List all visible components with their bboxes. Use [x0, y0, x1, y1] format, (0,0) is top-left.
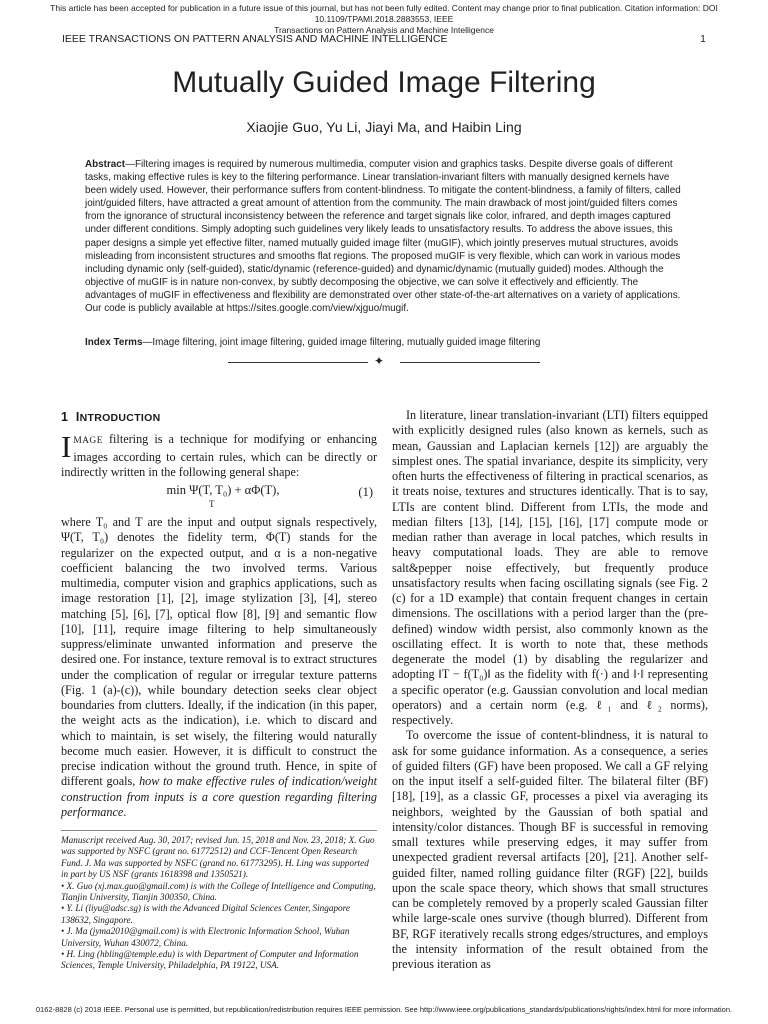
left-column	[61, 408, 377, 972]
intro-p2-italic: how to make effective rules of indication/weight construction from inputs is a core question regarding filtering performance	[61, 774, 377, 819]
copyright-notice: 0162-8828 (c) 2018 IEEE. Personal use is permitted, but republication/redistribution requires IEEE permission. See http://www.ieee.org/publications_standards/publications/rights/index.html for more information.	[35, 1005, 733, 1014]
divider-line-right	[400, 362, 540, 363]
intro-p2-text: where T₀ and T are the input and output signals respectively, Ψ(T, T₀) denotes the fidelity term, Φ(T) stands for the regularizer on the expected output, and α is a non-negative coefficient balancing the two involved terms. Various multimedia, computer vision and graphics applications, such as image restoration [1], [2], image stylization [3], [4], stereo matching [5], [6], [7], optical flow [8], [9] and semantic flow [10], [11], require image filtering to help simultaneously suppress/eliminate unwanted information and preserve the desired one. For instance, texture removal is to extract structures under the complication of regular or irregular texture patterns (Fig. 1 (a)-(c)), while boundary detection seeks clear object boundaries from clutters. Ideally, if the indication (in this paper, the weight acts as the indication), i.e. which to discard and which to maintain, is set wisely, the filtering would naturally become much easier. However, it is difficult to construct the precise indication without the ground truth. Hence, in spite of different goals,	[61, 515, 377, 789]
page-number: 1	[700, 33, 706, 45]
footnote-author-guo: • X. Guo (xj.max.guo@gmail.com) is with the College of Intelligence and Computing, Tianjin University, Tianjin 300350, China.	[61, 880, 376, 903]
equation-subscript: T	[209, 499, 215, 509]
index-terms-label: Index Terms	[85, 337, 143, 348]
footnote-author-ling: • H. Ling (hbling@temple.edu) is with Department of Computer and Information Sciences, Temple University, Philadelphia, PA 19122, USA.	[61, 949, 359, 971]
running-head	[62, 33, 706, 45]
intro-paragraph-2	[61, 515, 377, 820]
section-title-rest: NTRODUCTION	[79, 412, 161, 424]
preprint-notice	[0, 3, 768, 36]
abstract	[85, 158, 683, 315]
preprint-notice-line1: This article has been accepted for publication in a future issue of this journal, but has not been fully edited. Content may change prior to final publication. Citation information: DOI 10.1109/TPAMI.2018.2883553, IEEE	[50, 3, 718, 24]
divider-star-icon: ✦	[374, 354, 385, 368]
right-paragraph-2: To overcome the issue of content-blindness, it is natural to ask for some guidance information. As a consequence, a series of guided filters (GF) have been proposed. We call a GF relying on the input itself a self-guided filter. The bilateral filter (BF) [18], [19], as a classic GF, processes a pixel via averaging its neighbors, weighted by the Gaussian of both spatial and intensity/color distances. Though BF is successful in removing small textures while preserving edges, it may suffer from unexpected gradient reversal artifacts [20], [21]. Another self-guided filter, named rolling guidance filter (RGF) [22], builds upon the scale space theory, which shows that small structures can be completely removed by a properly scaled Gaussian filter while large-scale ones survive (though blurred). Different from BF, RGF iteratively recalls strong edges/structures, and employs the intensity information of the result obtained from the previous iteration as	[392, 728, 708, 971]
footnote-author-li: • Y. Li (liyu@adsc.sg) is with the Advanced Digital Sciences Center, Singapore 138632, Singapore.	[61, 903, 350, 925]
section-heading	[61, 410, 377, 426]
divider-line-left	[228, 362, 368, 363]
footnotes	[61, 830, 377, 972]
footnote-manuscript: Manuscript received Aug. 30, 2017; revised Jun. 15, 2018 and Nov. 23, 2018; X. Guo was supported by NSFC (grant no. 61772512) and CCF-Tencent Open Research Fund. J. Ma was supported by NSFC (grand no. 61773295). H. Ling was supported in part by US NSF (grants 1618398 and 1350521).	[61, 835, 375, 880]
paper-authors: Xiaojie Guo, Yu Li, Jiayi Ma, and Haibin Ling	[246, 119, 522, 135]
right-column	[392, 408, 708, 972]
equation-number: (1)	[358, 485, 373, 499]
intro-p2-end: .	[123, 804, 127, 819]
paper-title: Mutually Guided Image Filtering	[172, 66, 596, 99]
lead-small-caps: MAGE	[73, 436, 103, 447]
index-terms	[85, 336, 683, 349]
abstract-label: Abstract	[85, 159, 126, 170]
journal-name: IEEE TRANSACTIONS ON PATTERN ANALYSIS AND MACHINE INTELLIGENCE	[62, 33, 448, 45]
section-divider	[228, 354, 540, 368]
equation-1	[61, 483, 377, 509]
section-number: 1	[61, 410, 69, 424]
preprint-notice-line2: Transactions on Pattern Analysis and Machine Intelligence	[274, 25, 494, 35]
intro-p1-text: filtering is a technique for modifying or enhancing images according to certain rules, which can be directly or indirectly written in the following general shape:	[61, 432, 377, 479]
equation-body: min Ψ(T, T₀) + αΦ(T),	[166, 483, 280, 497]
section-title-first: I	[75, 410, 80, 424]
intro-paragraph-1	[61, 429, 377, 480]
index-terms-text: —Image filtering, joint image filtering, guided image filtering, mutually guided image filtering	[142, 337, 541, 348]
right-paragraph-1: In literature, linear translation-invariant (LTI) filters equipped with explicitly designed rules (also known as kernels, such as mean, Gaussian and Laplacian kernels [12]) are arguably the simplest ones. The spatial invariance, despite its simplicity, very often hurts the effectiveness of filtering in practical scenarios, as it treats noise, textures and structures identically. That is to say, LTIs are content blind. Different from LTIs, the mode and median filters [13], [14], [15], [16], [17] compute mode or median rather than average in local patches, which results in heavy computational loads. They are able to remove salt&pepper noise effectively, but frequently produce unsatisfactory results when facing oscillating signals (see Fig. 2 (c) for a 1D example) that contain frequent changes in certain dimensions. The oscillations with a period larger than the (pre-defined) window width persist, also commonly known as the oscillating effect. It is worth to note that, these methods degenerate the model (1) by disabling the regularizer and adopting ‖T − f(T₀)‖ as the fidelity with f(·) and ‖·‖ representing a specific operator (e.g. Gaussian convolution and local median operators) and a certain norm (e.g. ℓ₁ and ℓ₂ norms), respectively.	[392, 408, 708, 727]
footnote-author-ma: • J. Ma (jyma2010@gmail.com) is with Electronic Information School, Wuhan University, Wuhan 430072, China.	[61, 926, 350, 948]
abstract-text: —Filtering images is required by numerous multimedia, computer vision and graphics tasks. Despite diverse goals of different tasks, making effective rules is key to the filtering performance. Linear translation-invariant filters with manually designed kernels have been widely used. However, their performance suffers from content-blindness. To mitigate the content-blindness, a family of filters, called joint/guided filters, have attracted a great amount of attention from the community. The main drawback of most joint/guided filters comes from the ignorance of structural inconsistency between the reference and target signals like color, infrared, and depth images captured under different conditions. Simply adopting such guidelines very likely leads to unsatisfactory results. To address the above issues, this paper designs a simple yet effective filter, named mutually guided image filter (muGIF), which jointly preserves mutual structures, avoids misleading from inconsistent structures and smooths flat regions. The proposed muGIF is very flexible, which can work in various modes including dynamic only (self-guided), static/dynamic (reference-guided) and dynamic/dynamic (mutually guided) modes. Although the objective of muGIF is in nature non-convex, by subtly decomposing the objective, we can solve it effectively and efficiently. The advantages of muGIF in effectiveness and flexibility are demonstrated over other state-of-the-art alternatives on a variety of applications. Our code is publicly available at https://sites.google.com/view/xjguo/mugif.	[85, 159, 681, 315]
drop-cap: I	[61, 429, 72, 465]
